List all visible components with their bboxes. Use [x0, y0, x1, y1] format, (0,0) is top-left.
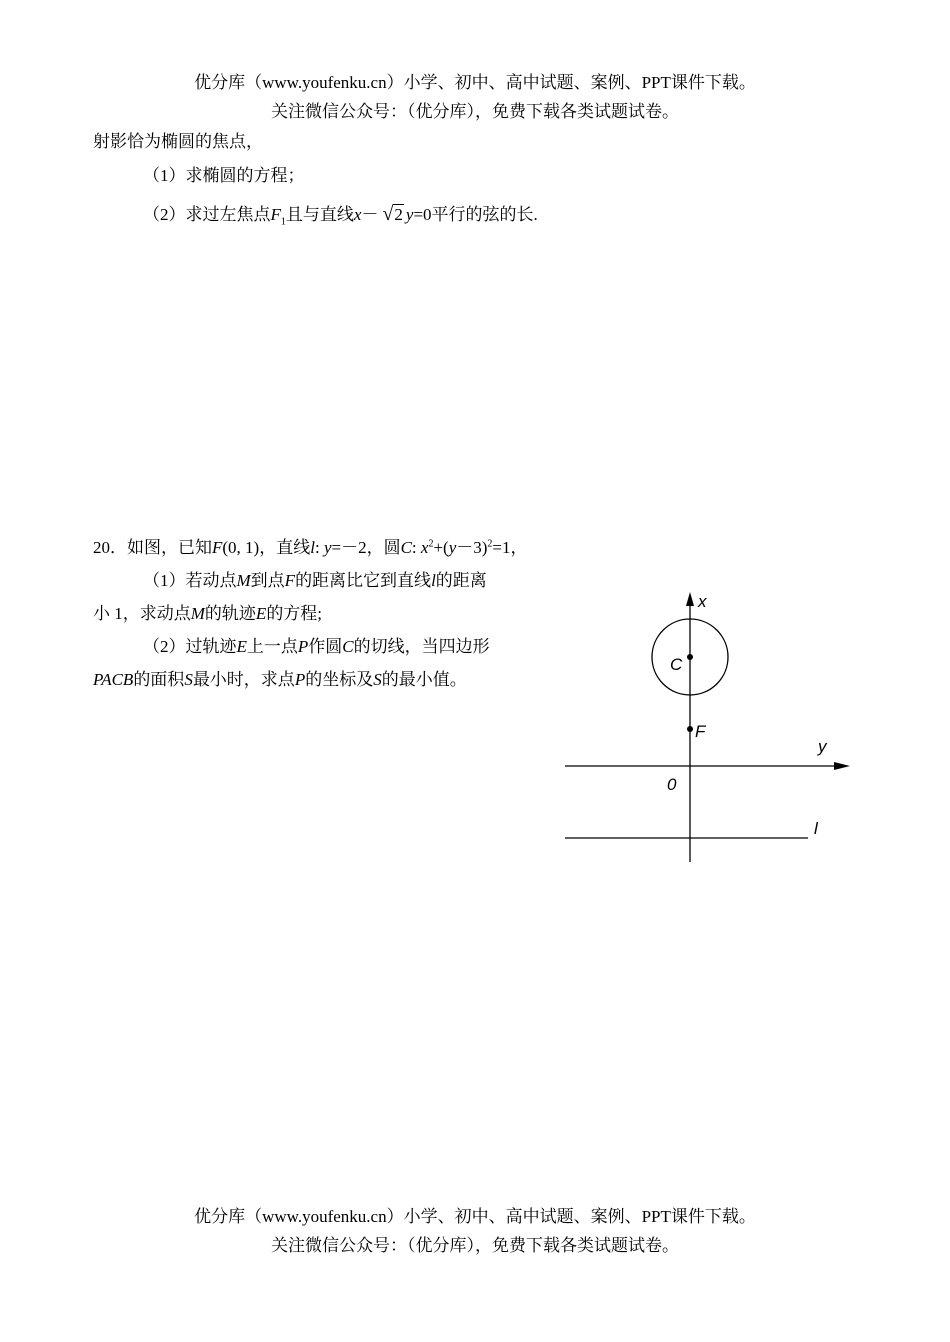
label-y: y	[818, 737, 827, 756]
q19-part1: （1）求椭圆的方程；	[143, 166, 305, 185]
q19-continuation: 射影恰为椭圆的焦点，	[93, 132, 263, 151]
horizontal-axis-arrow	[834, 762, 850, 770]
q20-part2-line1: （2）过轨迹E上一点P作圆C的切线，当四边形	[143, 637, 490, 656]
focus-point-f	[687, 726, 693, 732]
vertical-axis-arrow	[686, 592, 694, 606]
header-line-2: 关注微信公众号：（优分库），免费下载各类试题试卷。	[271, 102, 679, 121]
q20-part1-line2: 小 1，求动点M的轨迹E的方程;	[93, 604, 323, 623]
label-c: C	[670, 655, 683, 674]
q20-part2-line2: PACB的面积S最小时，求点P的坐标及S的最小值。	[93, 670, 467, 689]
label-f: F	[695, 722, 706, 741]
label-x: x	[698, 592, 707, 611]
sqrt-two: √2	[382, 203, 403, 225]
q20-part1-line1: （1）若动点M到点F的距离比它到直线l的距离	[143, 571, 487, 590]
q19-part2: （2）求过左焦点$F_1$且与直线x－ √2 y=0平行的弦的长.	[143, 203, 538, 228]
q20-stem: 20．如图，已知F(0, 1)，直线l: y=－2，圆C: $x^2+(y-3)^2=1$，	[93, 538, 528, 557]
label-origin: 0	[667, 775, 677, 794]
label-l: l	[814, 819, 818, 838]
center-point-c	[687, 654, 693, 660]
footer-line-1: 优分库（www.youfenku.cn）小学、初中、高中试题、案例、PPT课件下载。	[194, 1207, 756, 1226]
header-line-1: 优分库（www.youfenku.cn）小学、初中、高中试题、案例、PPT课件下载。	[194, 73, 756, 92]
footer-line-2: 关注微信公众号：（优分库），免费下载各类试题试卷。	[271, 1236, 679, 1255]
